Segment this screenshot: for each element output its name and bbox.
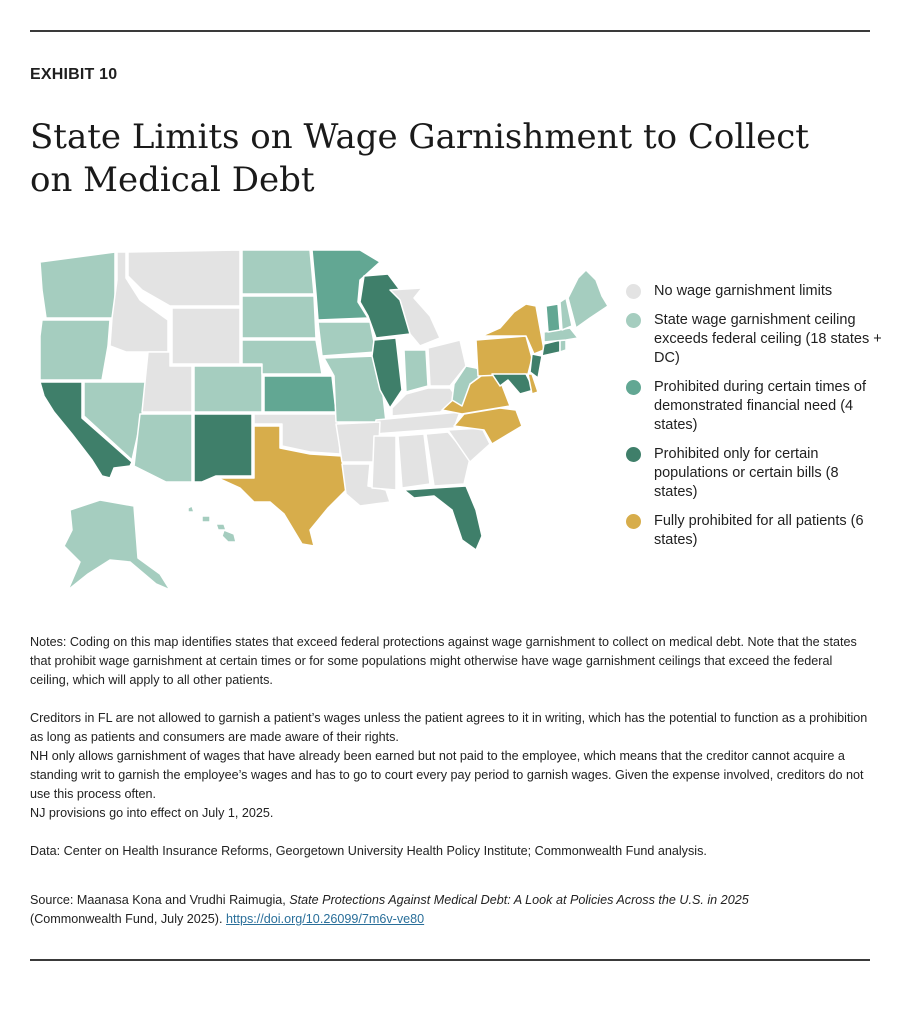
state-WY xyxy=(172,308,240,364)
legend-item-financial-need xyxy=(626,378,886,435)
state-HI xyxy=(188,506,236,542)
legend-label: Prohibited only for certain populations or certain bills (8 states) xyxy=(654,446,839,500)
legend-swatch-gray xyxy=(626,284,641,299)
legend-item-no-limits xyxy=(626,282,886,301)
state-ND xyxy=(242,250,314,294)
state-IN xyxy=(404,350,428,392)
state-SD xyxy=(242,296,316,338)
state-ME xyxy=(568,270,608,328)
state-RI xyxy=(560,340,566,352)
legend-swatch-light-green xyxy=(626,313,641,328)
notes-paragraph-nj: NJ provisions go into effect on July 1, 2025. xyxy=(30,806,274,820)
legend-label: State wage garnishment ceiling exceeds federal ceiling (18 states + DC) xyxy=(654,312,882,366)
data-credit: Data: Center on Health Insurance Reforms, Georgetown University Health Policy Institute; Commonwealth Fund analysis. xyxy=(30,844,707,858)
legend-label: Fully prohibited for all patients (6 states) xyxy=(654,513,864,548)
state-AZ xyxy=(134,414,192,482)
legend-label: No wage garnishment limits xyxy=(654,283,833,299)
legend-label: Prohibited during certain times of demonstrated financial need (4 states) xyxy=(654,379,866,433)
legend-swatch-medium-green xyxy=(626,380,641,395)
legend-item-certain-populations xyxy=(626,445,886,502)
state-MS xyxy=(372,436,396,490)
state-FL xyxy=(404,486,482,550)
state-AK xyxy=(64,500,170,590)
state-NM xyxy=(194,414,252,482)
page-title: State Limits on Wage Garnishment to Collect on Medical Debt xyxy=(30,117,809,200)
exhibit-label: EXHIBIT 10 xyxy=(30,66,118,83)
legend-item-fully-prohibited xyxy=(626,512,886,550)
source-citation xyxy=(30,891,770,929)
notes-paragraph-fl: Creditors in FL are not allowed to garnish a patient’s wages unless the patient agrees to it in writing, which has the potential to function as a prohibition as long as patients and consumers are made aware of their rights. xyxy=(30,711,868,744)
us-map xyxy=(30,240,620,600)
state-PA xyxy=(476,336,532,376)
legend-item-exceeds-federal xyxy=(626,311,886,368)
state-OR xyxy=(40,320,110,380)
legend-swatch-gold xyxy=(626,514,641,529)
notes-paragraph: Notes: Coding on this map identifies states that exceed federal protections against wage garnishment to collect on medical debt. Note that the states that prohibit wage garnishment at certain times or for some populations might otherwise have wage garnishment ceilings that exceed the federal ceiling, which will apply to all other patients. xyxy=(30,635,857,687)
state-AL xyxy=(398,434,430,488)
map-legend xyxy=(626,282,886,560)
state-MT xyxy=(128,250,240,306)
state-CO xyxy=(194,366,262,412)
source-suffix: (Commonwealth Fund, July 2025). xyxy=(30,912,226,926)
state-VT xyxy=(546,304,560,332)
source-title: State Protections Against Medical Debt: A Look at Policies Across the U.S. in 2025 xyxy=(289,893,749,907)
state-WA xyxy=(40,252,115,318)
notes-block xyxy=(30,633,870,861)
notes-paragraph-nh: NH only allows garnishment of wages that have already been earned but not paid to the employee, which means that the creditor cannot acquire a standing writ to garnish the employee’s wages and has to go to court every pay period to garnish wages. Given the expense involved, creditors do not use this process often. xyxy=(30,749,864,801)
doi-link[interactable]: https://doi.org/10.26099/7m6v-ve80 xyxy=(226,912,425,926)
bottom-rule xyxy=(30,959,870,961)
legend-swatch-dark-green xyxy=(626,447,641,462)
top-rule xyxy=(30,30,870,32)
source-prefix: Source: Maanasa Kona and Vrudhi Raimugia, xyxy=(30,893,290,907)
state-KS xyxy=(264,376,336,412)
state-IA xyxy=(318,322,376,356)
state-TN xyxy=(374,412,460,434)
